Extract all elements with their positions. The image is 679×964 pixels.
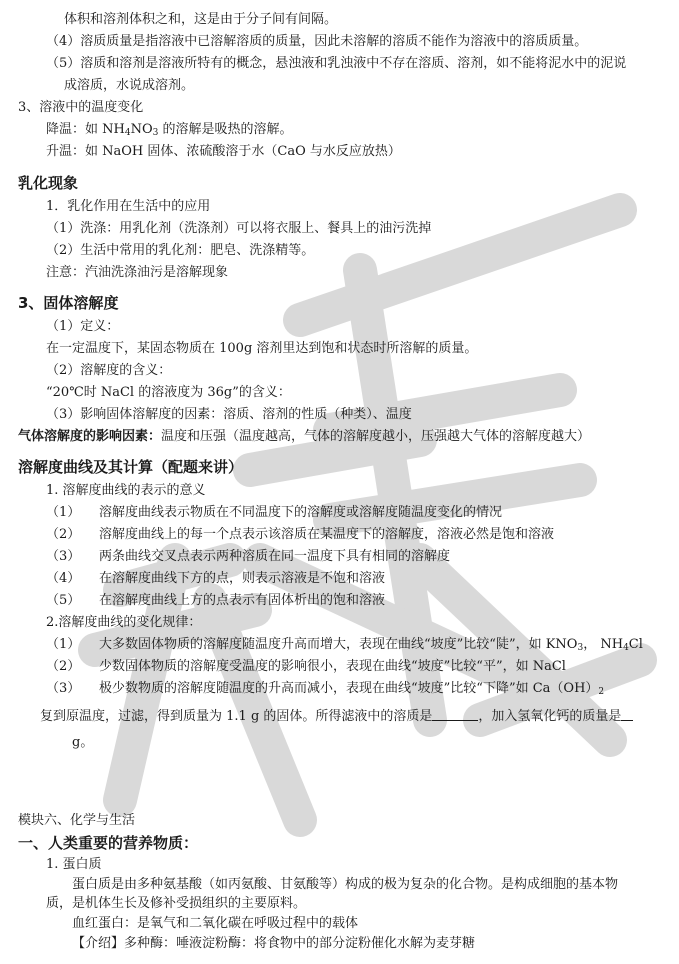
text-line: 在一定温度下，某固态物质在 100g 溶剂里达到饱和状态时所溶解的质量。 [46,341,478,356]
item-text: 溶解度曲线上的每一个点表示该溶质在某温度下的溶解度，溶液必然是饱和溶液 [99,527,555,542]
item-number: （3） [46,549,81,564]
text-line: （4）溶质质量是指溶液中已溶解溶质的质量，因此未溶解的溶质不能作为溶液中的溶质质量。 [46,34,588,49]
text-line: （5）溶质和溶剂是溶液所特有的概念，悬浊液和乳浊液中不存在溶质、溶剂，如不能将泥水中的泥说 [46,56,627,71]
answer-blank[interactable] [432,708,478,721]
section-heading: 3、固体溶解度 [18,294,119,312]
list-item [46,658,566,676]
item-number: （2） [46,659,81,674]
list-item [46,636,643,657]
formula-subscript: 3 [577,643,584,653]
question-text: 复到原温度，过滤，得到质量为 1.1 g 的固体。所得滤液中的溶质是 [40,709,433,724]
text-line: 体积和溶剂体积之和，这是由于分子间有间隔。 [64,12,338,27]
item-text: 极少数物质的溶解度随温度的升高而减小，表现在曲线“坡度”比较“下降”如 Ca（OH） [99,681,599,696]
item-text: 在溶解度曲线上方的点表示有固体析出的饱和溶液 [99,593,386,608]
formula-subscript: 3 [152,128,159,138]
text-line [18,428,590,446]
item-number: （1） [46,505,81,520]
list-item [46,592,385,610]
formula-subscript: 4 [623,643,629,653]
list-item [46,570,385,588]
list-item [46,504,502,522]
question-line [40,708,633,726]
section-heading: 溶解度曲线及其计算（配题来讲） [18,458,244,476]
text-line: （1）定义： [46,319,120,334]
text-line: 3、溶液中的温度变化 [18,100,144,115]
text-line: 1．乳化作用在生活中的应用 [46,199,211,214]
text-line: 血红蛋白：是氧气和二氧化碳在呼吸过程中的载体 [72,916,359,931]
item-text: 溶解度曲线表示物质在不同温度下的溶解度或溶解度随温度变化的情况 [99,505,503,520]
text-line: （2）生活中常用的乳化剂：肥皂、洗涤精等。 [46,243,315,258]
text-line: （1）洗涤：用乳化剂（洗涤剂）可以将衣服上、餐具上的油污洗掉 [46,221,432,236]
formula-subscript: 2 [598,687,605,697]
module-title: 模块六、化学与生活 [18,813,136,828]
text-line: 1. 蛋白质 [46,857,102,872]
item-text: 大多数固体物质的溶解度随温度升高而增大，表现在曲线“坡度”比较“陡”，如 KNO [99,637,578,652]
section-heading: 乳化现象 [18,174,79,192]
text-line: 1. 溶解度曲线的表示的意义 [46,483,206,498]
list-item [46,680,604,701]
text-line [46,121,293,142]
text-part: 的溶解是吸热的溶解。 [158,122,293,137]
text-line: （2）溶解度的含义： [46,363,172,378]
formula-part: NO [130,122,153,137]
item-text: 两条曲线交叉点表示两种溶质在同一温度下具有相同的溶解度 [99,549,451,564]
text-line: 升温：如 NaOH 固体、浓硫酸溶于水（CaO 与水反应放热） [46,144,401,159]
item-number: （3） [46,681,81,696]
question-text: ，加入氢氧化钙的质量是 [478,709,622,724]
text-part: 温度和压强（温度越高，气体的溶解度越小，压强越大气体的溶解度越大） [161,429,591,444]
section-heading: 一、人类重要的营养物质： [18,834,199,852]
answer-blank[interactable] [621,708,633,721]
question-line: g。 [72,735,94,750]
item-number: （2） [46,527,81,542]
text-line: 蛋白质是由多种氨基酸（如丙氨酸、甘氨酸等）构成的极为复杂的化合物。是构成细胞的基本物 [72,877,619,892]
text-line: 成溶质，水说成溶剂。 [64,78,195,93]
item-number: （5） [46,593,81,608]
bold-label: 气体溶解度的影响因素： [18,429,162,444]
formula-part: 降温：如 NH [46,122,125,137]
item-number: （1） [46,637,81,652]
item-text: 少数固体物质的溶解度受温度的影响很小，表现在曲线“坡度”比较“平”，如 NaCl [99,659,566,674]
item-text: ， NH [583,637,624,652]
text-line: 【介绍】多种酶：唾液淀粉酶：将食物中的部分淀粉催化水解为麦芽糖 [72,936,476,951]
list-item [46,548,450,566]
item-number: （4） [46,571,81,586]
item-text: Cl [628,637,643,652]
text-line: （3）影响固体溶解度的因素：溶质、溶剂的性质（种类）、温度 [46,407,412,422]
text-line: 2.溶解度曲线的变化规律： [46,615,202,630]
text-line: 质，是机体生长及修补受损组织的主要原料。 [46,896,307,911]
text-line: “20℃时 NaCl 的溶液度为 36g”的含义： [46,385,291,400]
item-text: 在溶解度曲线下方的点，则表示溶液是不饱和溶液 [99,571,386,586]
formula-subscript: 4 [124,128,131,138]
text-line: 注意：汽油洗涤油污是溶解现象 [46,265,229,280]
list-item [46,526,554,544]
